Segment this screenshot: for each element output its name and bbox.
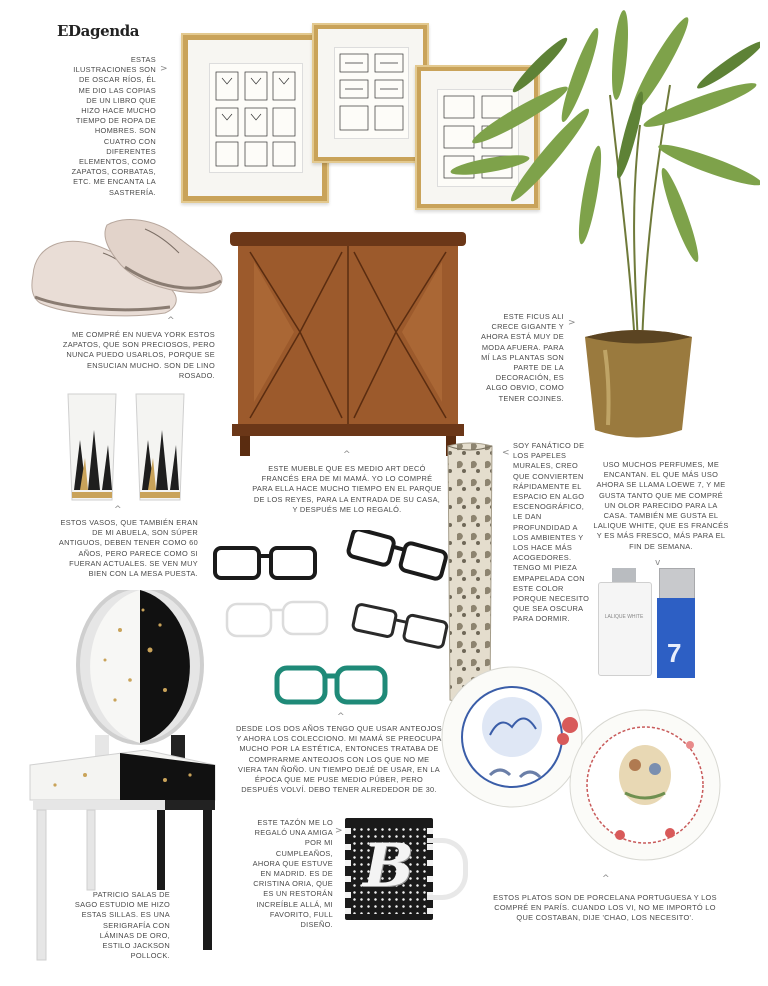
caption-illustrations: ESTAS ILUSTRACIONES SON DE OSCAR RÍOS, ÉL ME DIO LAS COPIAS DE UN LIBRO QUE HIZO HACE MUCHO TIEMPO DE ROPA DE HOMBRES. SON CUATRO CON DIFERENTES ELEMENTOS, COMO ZAPATOS, CORBATAS, ETC. ME ENCANTA LA SASTRERÍA.: [71, 55, 156, 197]
lalique-white-bottle: [596, 568, 652, 678]
caption-chair: PATRICIO SALAS DE SAGO ESTUDIO ME HIZO ESTAS SILLAS. ES UNA SERIGRAFÍA CON LÁMINAS DE ORO, ESTILO JACKSON POLLOCK.: [74, 890, 170, 961]
arrow-right-icon: >: [160, 64, 168, 74]
caption-eyeglasses: DESDE LOS DOS AÑOS TENGO QUE USAR ANTEOJOS Y AHORA LOS COLECCIONO. MI MAMÁ SE PREOCUPA MUCHO POR LA ESTÉTICA, ENTONCES TRATABA DE COMPRARME ANTEOJOS CON LOS QUE NO ME VIERA TAN ÑOÑO. UN TIEMPO DEJÉ DE USAR, EN LA ÉPOCA QUE ME PUSE MEDIO PÚBER, PERO DESPUÉS VOLVÍ. DEBO TENER ALREDEDOR DE 30.: [236, 724, 442, 795]
arrow-up-icon: ^: [167, 316, 175, 326]
arrow-left-icon: <: [502, 448, 510, 458]
caption-plates: ESTOS PLATOS SON DE PORCELANA PORTUGUESA Y LOS COMPRÉ EN PARÍS. CUANDO LOS VI, NO ME IMPORTÓ LO QUE COSTABAN, DIJE 'CHAO, LOS NECESITO'.: [493, 893, 717, 923]
frame-illustration-2: [312, 23, 429, 163]
arrow-up-icon: ^: [602, 874, 610, 884]
arrow-right-icon: >: [568, 318, 576, 328]
logo-section: agenda: [80, 22, 140, 40]
magazine-section-logo: [57, 22, 139, 40]
loewe-label: 7: [667, 638, 682, 668]
caption-shoes: ME COMPRÉ EN NUEVA YORK ESTOS ZAPATOS, QUE SON PRECIOSOS, PERO NUNCA PUEDO USARLOS, PORQUE SE ENSUCIAN MUCHO. SON DE LINO ROSADO.: [62, 330, 215, 380]
art-deco-cabinet-image: [230, 232, 468, 457]
arrow-up-icon: ^: [114, 505, 122, 515]
linen-shoes-image: [25, 205, 230, 325]
accessories-sketch-icon: [335, 48, 408, 138]
caption-mug: ESTE TAZÓN ME LO REGALÓ UNA AMIGA POR MI CUMPLEAÑOS, AHORA QUE ESTUVE EN MADRID. ES DE CRISTINA ORIA, QUE ES UN RESTORÁN INCREÍBLE ALLÁ, MI FAVORITO, FULL DISEÑO.: [252, 818, 333, 930]
eyeglasses-collection-image: [205, 530, 450, 715]
lalique-label: LALIQUE WHITE: [604, 614, 644, 620]
loewe-7-bottle: [655, 568, 697, 680]
frame-illustration-1: [181, 33, 329, 203]
caption-ficus: ESTE FICUS ALI CRECE GIGANTE Y AHORA ESTÁ MUY DE MODA AFUERA. PARA MÍ LAS PLANTAS SON PARTE DE LA DECORACIÓN, ES ALGO OBVIO, COMO TENER COJINES.: [481, 312, 564, 403]
arrow-right-icon: >: [335, 826, 343, 836]
cristina-oria-mug: [345, 818, 470, 923]
portuguese-plates-image: [430, 665, 730, 875]
caption-cabinet: ESTE MUEBLE QUE ES MEDIO ART DECÓ FRANCÉS ERA DE MI MAMÁ. YO LO COMPRÉ PARA ELLA HACE MUCHO TIEMPO EN EL PARQUE DE LOS REYES, PARA LA ENTRADA DE SU CASA, Y DESPUÉS ME LO REGALÓ.: [252, 464, 442, 514]
arrow-up-icon: ^: [343, 450, 351, 460]
logo-ed: ED: [57, 22, 81, 40]
mug-letter: B: [363, 831, 414, 901]
arrow-down-icon: v: [655, 558, 661, 568]
caption-perfumes: USO MUCHOS PERFUMES, ME ENCANTAN. EL QUE MÁS USO AHORA SE LLAMA LOEWE 7, Y ME GUSTA TANTO QUE ME COMPRÉ UN OLOR PARECIDO PARA LA CASA. TAMBIÉN ME GUSTA EL LALIQUE WHITE, QUE ES FRANCÉS Y ES MÁS FRESCO, MÁS PARA EL FIN DE SEMANA.: [593, 460, 729, 551]
caption-wallpaper: SOY FANÁTICO DE LOS PAPELES MURALES, CREO QUE CONVIERTEN RÁPIDAMENTE EL ESPACIO EN ALGO ESCENOGRÁFICO, LE DAN PROFUNDIDAD A LOS AMBIENTES Y LOS HACE MÁS ACOGEDORES. TENGO MI PIEZA EMPAPELADA CON ESTE COLOR PORQUE NECESITO QUE SEA OSCURA PARA DORMIR.: [513, 441, 590, 624]
vintage-glasses-image: [66, 390, 188, 505]
caption-vintage-glasses: ESTOS VASOS, QUE TAMBIÉN ERAN DE MI ABUELA, SON SÚPER ANTIGUOS, DEBEN TENER COMO 60 AÑOS, PERO PARECE COMO SI FUERAN ACTUALES. SE VEN MUY BIEN CON LA MESA PUESTA.: [58, 518, 198, 579]
arrow-up-icon: ^: [337, 712, 345, 722]
tailoring-sketch-icon: [210, 64, 302, 172]
